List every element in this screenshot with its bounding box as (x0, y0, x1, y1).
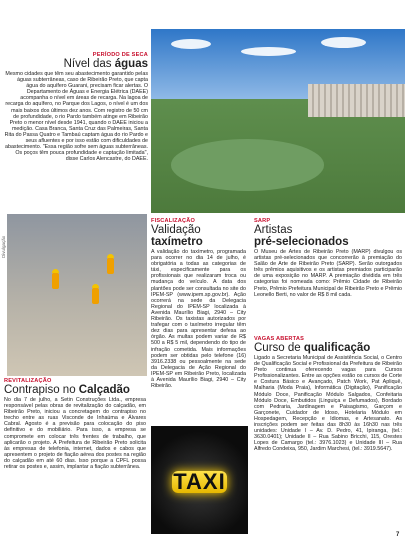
vagas-body: Ligado a Secretaria Municipal de Assistência Social, o Centro de Qualificação Social e Profissional da Prefeitura de Ribeirão Preto continua oferecendo vagas para Cursos Profissionalizantes. Entre as opções estão os cursos de Corte e Costura Básico e Avançado, Patch Work, Pat Apliquê, Malharia (Moda Praia), Informática (Digitação), Panificação Módulo Doce, Panificação Módulo Salgados, Confeitaria Módulo Doce, Embutidos (Linguiça e Defumados), Bordado com Pedraria, Jardinagem e Paisagismo, Garçom e Garçonete, Cuidador de Idoso, Hotelaria Módulo em Hospedagem, Recepção e Idiomas, e Artesanato. As inscrições podem ser feitas das 8h30 às 16h30 nas três unidades: Unidade I – Av. D. Pedro, 41, Ipiranga, (tel.: 3630.0401); Unidade II – Rua Sabino Bricchi, 115, Orestes Lopes de Camargo (tel.: 3976.1023) e Unidade III – Rua Alfredo Condeixa, 950, Jardim Marchesi, (tel.: 3919.5647). (254, 355, 402, 453)
vagas-kicker: VAGAS ABERTAS (254, 336, 305, 342)
taximetro-body: A validação do taxímetro, programada para ocorrer no dia 14 de julho, é obrigatória a todas as categorias de táxi, especificamente para os profissionais que realizaram troca ou mudança do veículo. A data dos plantões pode ser consultada no site do IPEM-SP (www.ipem.sp.gov.br). Ação ocorrerá na sede da Delegacia Regional do IPEM-SP localizada à Avenida Maurílio Biagi, 2940 – City Ribeirão. Os taxistas autorizados por trafegar com o taxímetro irregular têm dez dias para apresentar defesa ao órgão. As multas podem variar de R$ 500 a R$ 5 mil, dependendo do tipo de infração cometida. Mais informações podem ser obtidas pelo telefone (16) 3916.2338 ou pessoalmente na sede da Delegacia de Ação Regional do IPEM-SP em Ribeirão Preto, localizada à Avenida Maurílio Biagi, 2940 – City Ribeirão. (151, 249, 246, 390)
marp-headline: Artistas pré-selecionados (254, 224, 349, 248)
taxi-sign: TAXI (173, 469, 226, 495)
secca-article (4, 52, 148, 162)
taxi-photo (151, 426, 248, 534)
vagas-article (254, 336, 402, 453)
photo-credit: Divulgação (1, 235, 6, 258)
marp-body: O Museu de Artes de Ribeirão Preto (MARP) divulgou os artistas pré-selecionados que concorrerão à premiação do Salão de Arte de Ribeirão Preto (SARP). Serão outorgados três prêmios aquisitivos e os artistas premiados participarão de uma exposição no MARP. A premiação dividida em três categorias foi nomeada como: Prêmio Cidade de Ribeirão Preto, Prêmio Prefeitura Municipal de Ribeirão Preto e Prêmio Leonello Berti, no valor de R$ 8 mil cada. (254, 249, 402, 298)
marp-kicker: SARP (254, 218, 271, 224)
aerial-lake-photo (151, 29, 405, 213)
calcadao-body: No dia 7 de julho, a Setin Construções Ltda., empresa responsável pelas obras de revitalização do calçadão, em Ribeirão Preto, iniciou a concretagem do contrapiso no trecho entre as ruas Visconde de Inhaúma e Álvares Cabral. Agosto é a previsão para colocação do piso definitivo e do mobiliário. Para isso, a empresa se compromete em colocar três frentes de trabalho, que aplicarão o projeto. A Prefeitura de Ribeirão Preto solicita às empresas de telefonia, internet, dados e cabos que apresentem o projeto de fiação aérea dos postes na região do calçadão em até 60 dias. Isso porque a CPFL possa retirar os postes e, assim, implantar a fiação subterrânea. (4, 397, 146, 471)
taximetro-headline: Validação taxímetro (151, 224, 203, 248)
calcadao-headline: Contrapiso no Calçadão (4, 384, 130, 396)
marp-article (254, 218, 402, 298)
secca-headline: Nível das águas (63, 58, 148, 70)
taximetro-article (151, 218, 246, 389)
calcadao-kicker: REVITALIZAÇÃO (4, 378, 52, 384)
calcadao-article (4, 378, 146, 470)
vagas-headline: Curso de qualificação (254, 342, 371, 354)
secca-body: Mesmo cidades que têm seu abastecimento garantido pelas águas subterrâneas, caso de Ribeirão Preto, que capta água do aquífero Guarani, precisam ficar alertas. O Departamento de Águas e Energia Elétrica (DAEE) acompanha o nível em áreas de recarga. Na lagoa de recarga do aquífero, no Parque dos Lagos, o nível é um dos mais baixos dos últimos dez anos. Com registro de 50 cm de profundidade, o rio Pardo também atinge em Ribeirão Preto o menor nível desde 1941, quando o DAEE iniciou a medição. Casa Branca, Santa Cruz das Palmeiras, Santa Rita do Passa Quatro e Tambaú captam água do rio Pardo e seus afluentes e por isso estão com dificuldades de abastecimento. "Essa região sofre sem águas subterrâneas. Os poços têm pouca profundidade e captação limitada", disse Carlos Alencastre, do DAEE. (4, 71, 148, 163)
page-number: 7 (396, 532, 400, 538)
secca-kicker: PERÍODO DE SECA (92, 52, 148, 58)
taximetro-kicker: FISCALIZAÇÃO (151, 218, 196, 224)
street-work-photo (7, 214, 147, 376)
